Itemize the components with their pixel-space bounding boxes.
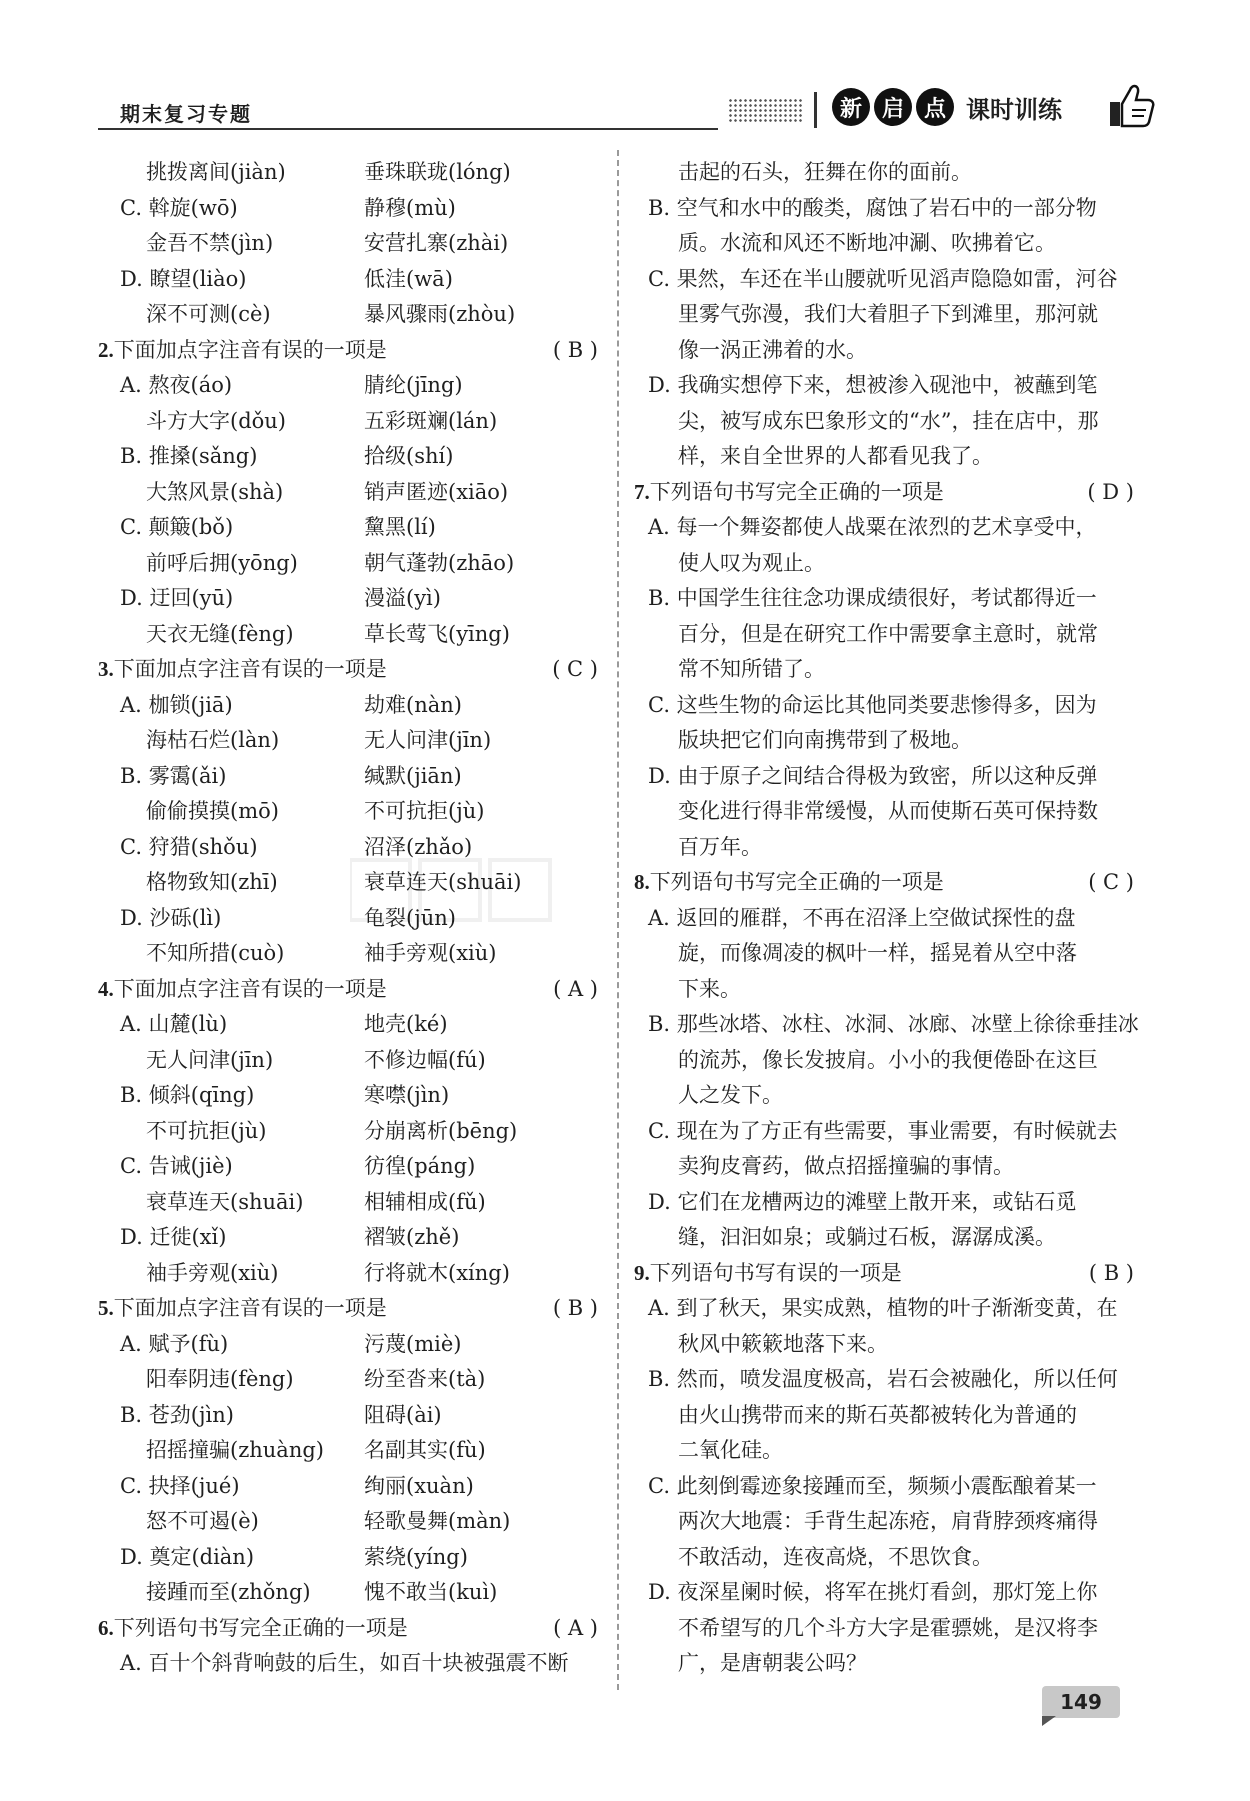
question-number: 9. [634, 1260, 650, 1285]
option-term-a: B. 推搡(sǎng) [120, 444, 258, 468]
option-term-b: 愧不敢当(kuì) [364, 1580, 498, 1604]
option-row [98, 617, 598, 653]
question-stem [98, 333, 598, 369]
question-number: 4. [98, 976, 114, 1001]
option-row [98, 546, 598, 582]
option-row [98, 1362, 598, 1398]
option-text-continued: 广，是唐朝裴公吗？ [678, 1651, 867, 1675]
option-text: D. 夜深星阑时候，将军在挑灯看剑，那灯笼上你 [648, 1580, 1098, 1604]
option-text-continued: 旋，而像凋凌的枫叶一样，摇晃着从空中落 [678, 941, 1077, 965]
option-text-continued: 百万年。 [678, 834, 762, 859]
option-row [98, 1256, 598, 1292]
watermark [350, 850, 610, 946]
header-rule [98, 128, 718, 130]
option-text: B. 中国学生往往念功课成绩很好，考试都得近一 [648, 586, 1097, 610]
option-term-a: 阳奉阴违(fèng) [146, 1367, 294, 1391]
option-row [98, 1149, 598, 1185]
option-text-continued: 样，来自全世界的人都看见我了。 [678, 444, 993, 468]
option-term-b: 拾级(shí) [364, 444, 454, 468]
answer-mark: ( B ) [552, 337, 598, 362]
option-term-b: 五彩斑斓(lán) [364, 408, 498, 433]
option-row [98, 1469, 598, 1505]
option-term-a: B. 雾霭(ǎi) [120, 763, 227, 788]
option-term-b: 劫难(nàn) [364, 692, 462, 717]
question-text: 下列语句书写完全正确的一项是 [649, 479, 944, 504]
option-term-b: 萦绕(yíng) [364, 1544, 468, 1569]
option-term-b: 相辅相成(fǔ) [364, 1189, 486, 1214]
option-text: C. 此刻倒霉迹象接踵而至，频频小震酝酿着某一 [648, 1473, 1097, 1498]
option-term-a: 偷偷摸摸(mō) [146, 799, 279, 823]
option-row [98, 1114, 598, 1150]
question-number: 3. [98, 657, 114, 681]
option-term-b: 销声匿迹(xiāo) [364, 479, 509, 504]
option-term-a: A. 枷锁(jiā) [120, 692, 233, 717]
option-term-b: 褶皱(zhě) [364, 1225, 460, 1249]
option-term-b: 地壳(ké) [364, 1012, 448, 1036]
brand-char-3: 点 [916, 88, 954, 126]
option-row [98, 510, 598, 546]
header-separator [814, 92, 817, 128]
option-term-b: 沼泽(zhǎo) [364, 834, 473, 859]
option-term-a: D. 瞭望(liào) [120, 266, 247, 291]
option-row [98, 262, 598, 298]
option-term-a: A. 山麓(lù) [120, 1012, 228, 1036]
option-row [98, 794, 598, 830]
answer-mark: ( B ) [552, 1296, 598, 1320]
option-text: B. 空气和水中的酸类，腐蚀了岩石中的一部分物 [648, 195, 1097, 220]
option-term-a: A. 熬夜(áo) [120, 373, 233, 397]
page-number-tail [1042, 1716, 1056, 1726]
option-term-a: 格物致知(zhī) [146, 870, 278, 894]
option-text: A. 每一个舞姿都使人战粟在浓烈的艺术享受中， [648, 515, 1097, 539]
option-term-b: 阻碍(ài) [364, 1402, 442, 1427]
option-text-continued: 卖狗皮膏药，做点招摇撞骗的事情。 [678, 1154, 1014, 1178]
option-text-continued: 常不知所错了。 [678, 657, 825, 681]
option-term-b: 绚丽(xuàn) [364, 1473, 474, 1498]
option-term-a: 斗方大字(dǒu) [146, 408, 286, 433]
option-text: C. 现在为了方正有些需要，事业需要，有时候就去 [648, 1118, 1118, 1143]
option-term-a: 前呼后拥(yōng) [146, 550, 298, 575]
option-term-b: 暴风骤雨(zhòu) [364, 302, 516, 326]
option-text: C. 这些生物的命运比其他同类要悲惨得多，因为 [648, 692, 1097, 717]
option-row [98, 368, 598, 404]
option-term-b: 衰草连天(shuāi) [364, 870, 522, 894]
option-row [98, 191, 598, 227]
option-term-a: C. 狩猎(shǒu) [120, 834, 258, 859]
option-term-b: 低洼(wā) [364, 266, 453, 291]
option-row [98, 475, 598, 511]
option-term-b: 不修边幅(fú) [364, 1047, 486, 1072]
question-stem [98, 972, 598, 1008]
option-term-a: D. 沙砾(lì) [120, 905, 222, 930]
option-term-a: 招摇撞骗(zhuàng) [146, 1438, 324, 1462]
option-term-b: 彷徨(páng) [364, 1154, 476, 1178]
option-row [98, 1398, 598, 1434]
option-term-a: C. 斡旋(wō) [120, 195, 238, 220]
option-row [98, 439, 598, 475]
option-term-a: 天衣无缝(fèng) [146, 621, 294, 646]
option-term-b: 名副其实(fù) [364, 1438, 486, 1462]
option-row [98, 581, 598, 617]
header-dot-pattern [728, 98, 804, 124]
option-term-a: 不可抗拒(jù) [146, 1118, 267, 1143]
brand-char-1: 新 [832, 88, 870, 126]
option-term-b: 龟裂(jūn) [364, 905, 456, 930]
option-term-b: 轻歌曼舞(màn) [364, 1509, 511, 1533]
question-stem [634, 475, 1134, 511]
option-term-a: B. 倾斜(qīng) [120, 1083, 255, 1107]
option-text-continued: 百分，但是在研究工作中需要拿主意时，就常 [678, 621, 1098, 646]
option-row [98, 1504, 598, 1540]
question-number: 5. [98, 1296, 114, 1320]
option-term-b: 黧黑(lí) [364, 515, 436, 539]
question-stem [98, 1611, 598, 1647]
option-term-a: C. 告诫(jiè) [120, 1154, 233, 1178]
option-term-a: B. 苍劲(jìn) [120, 1402, 234, 1427]
option-text-continued: 二氧化硅。 [678, 1438, 783, 1462]
option-text-continued: 下来。 [678, 976, 741, 1001]
brand-char-2: 启 [874, 88, 912, 126]
option-term-a: D. 迁徙(xǐ) [120, 1225, 227, 1249]
question-stem [634, 865, 1134, 901]
option-term-a: 无人问津(jīn) [146, 1047, 274, 1072]
option-term-b: 行将就木(xíng) [364, 1260, 510, 1285]
option-term-b: 静穆(mù) [364, 195, 456, 220]
question-stem [634, 1256, 1134, 1292]
option-term-b: 纷至沓来(tà) [364, 1367, 486, 1391]
brand-logo [832, 88, 1062, 126]
option-term-b: 无人问津(jīn) [364, 728, 492, 752]
option-text-continued: 里雾气弥漫，我们大着胆子下到滩里，那河就 [678, 302, 1098, 326]
option-term-a: C. 抉择(jué) [120, 1473, 240, 1498]
answer-mark: ( D ) [1087, 479, 1134, 504]
question-text: 下面加点字注音有误的一项是 [113, 976, 387, 1001]
question-number: 8. [634, 870, 650, 894]
option-term-a: 衰草连天(shuāi) [146, 1189, 304, 1214]
option-term-b: 腈纶(jīng) [364, 373, 463, 397]
watermark-shape [350, 850, 610, 930]
option-term-a: 大煞风景(shà) [146, 479, 284, 504]
option-row [98, 1327, 598, 1363]
option-row [98, 1220, 598, 1256]
option-row [98, 1433, 598, 1469]
question-number: 6. [98, 1615, 114, 1640]
option-text-continued: 不敢活动，连夜高烧，不思饮食。 [678, 1544, 993, 1569]
option-term-b: 漫溢(yì) [364, 586, 441, 610]
option-text: A. 百十个斜背响鼓的后生，如百十块被强震不断 [120, 1651, 569, 1675]
option-text: D. 我确实想停下来，想被渗入砚池中，被蘸到笔 [648, 373, 1098, 397]
answer-mark: ( A ) [553, 976, 598, 1001]
question-stem [98, 1291, 598, 1327]
question-text: 下面加点字注音有误的一项是 [113, 657, 387, 681]
page-number: 149 [1042, 1686, 1120, 1718]
option-term-b: 安营扎寨(zhài) [364, 231, 509, 255]
option-row [98, 723, 598, 759]
section-title: 期末复习专题 [120, 102, 252, 126]
option-text: A. 返回的雁群，不再在沼泽上空做试探性的盘 [648, 905, 1076, 930]
option-term-a: D. 奠定(diàn) [120, 1544, 255, 1569]
answer-mark: ( C ) [1088, 870, 1134, 894]
option-row [98, 1540, 598, 1576]
question-stem [98, 652, 598, 688]
option-term-b: 污蔑(miè) [364, 1331, 462, 1356]
option-term-a: D. 迂回(yū) [120, 586, 234, 610]
option-term-b: 分崩离析(bēng) [364, 1118, 518, 1143]
option-term-a: 袖手旁观(xiù) [146, 1260, 279, 1285]
option-text-continued: 变化进行得非常缓慢，从而使斯石英可保持数 [678, 799, 1098, 823]
option-text-continued: 版块把它们向南携带到了极地。 [678, 728, 972, 752]
option-text: B. 然而，喷发温度极高，岩石会被融化，所以任何 [648, 1367, 1118, 1391]
option-term-b: 不可抗拒(jù) [364, 799, 485, 823]
option-text-continued: 质。水流和风还不断地冲涮、吹拂着它。 [678, 231, 1056, 255]
option-row [98, 1185, 598, 1221]
option-term-b: 朝气蓬勃(zhāo) [364, 550, 515, 575]
option-row [98, 155, 598, 191]
option-text-continued: 两次大地震：手背生起冻疮，肩背脖颈疼痛得 [678, 1509, 1098, 1533]
option-term-a: 金吾不禁(jìn) [146, 231, 274, 255]
question-number: 2. [98, 337, 114, 362]
option-term-a: 接踵而至(zhǒng) [146, 1580, 311, 1604]
option-text: A. 到了秋天，果实成熟，植物的叶子渐渐变黄，在 [648, 1296, 1118, 1320]
option-term-b: 寒噤(jìn) [364, 1083, 450, 1107]
option-term-b: 草长莺飞(yīng) [364, 621, 510, 646]
question-text: 下列语句书写完全正确的一项是 [113, 1615, 408, 1640]
option-text-continued: 使人叹为观止。 [678, 550, 825, 575]
option-text-continued: 秋风中簌簌地落下来。 [678, 1331, 888, 1356]
option-term-a: 怒不可遏(è) [146, 1509, 259, 1533]
answer-mark: ( B ) [1088, 1260, 1134, 1285]
option-row [98, 1078, 598, 1114]
option-term-a: A. 赋予(fù) [120, 1331, 229, 1356]
option-text: D. 由于原子之间结合得极为致密，所以这种反弹 [648, 763, 1098, 788]
question-text: 下面加点字注音有误的一项是 [113, 337, 387, 362]
option-term-a: 海枯石烂(làn) [146, 728, 280, 752]
option-row [98, 297, 598, 333]
option-row [98, 1043, 598, 1079]
option-text-continued: 的流苏，像长发披肩。小小的我便倦卧在这巨 [678, 1047, 1098, 1072]
option-row [98, 226, 598, 262]
option-term-a: C. 颠簸(bǒ) [120, 515, 234, 539]
thumbs-up-icon [1102, 80, 1158, 130]
option-term-a: 不知所措(cuò) [146, 941, 285, 965]
column-divider [617, 150, 619, 1690]
option-term-a: 深不可测(cè) [146, 302, 271, 326]
option-term-a: 挑拨离间(jiàn) [146, 160, 286, 184]
option-text-continued: 像一涡正沸着的水。 [678, 337, 867, 362]
answer-mark: ( C ) [552, 657, 598, 681]
question-text: 下列语句书写有误的一项是 [649, 1260, 902, 1285]
question-text: 下面加点字注音有误的一项是 [113, 1296, 387, 1320]
option-text-continued: 人之发下。 [678, 1083, 783, 1107]
option-term-b: 垂珠联珑(lóng) [364, 160, 511, 184]
option-text: D. 它们在龙槽两边的滩壁上散开来，或钻石觅 [648, 1189, 1077, 1214]
option-text-continued: 击起的石头，狂舞在你的面前。 [678, 160, 972, 184]
option-row [98, 404, 598, 440]
answer-mark: ( A ) [553, 1615, 598, 1640]
question-text: 下列语句书写完全正确的一项是 [649, 870, 944, 894]
question-number: 7. [634, 479, 650, 504]
option-text: C. 果然，车还在半山腰就听见滔声隐隐如雷，河谷 [648, 266, 1118, 291]
option-text-continued: 不希望写的几个斗方大字是霍骠姚，是汉将李 [678, 1615, 1098, 1640]
option-text: B. 那些冰塔、冰柱、冰洞、冰廊、冰壁上徐徐垂挂冰 [648, 1012, 1139, 1036]
option-term-b: 袖手旁观(xiù) [364, 941, 497, 965]
right-column [634, 155, 1139, 1682]
option-row [98, 759, 598, 795]
option-row [98, 1007, 598, 1043]
option-row [98, 1575, 598, 1611]
option-text-continued: 尖，被写成东巴象形文的“水”，挂在店中，那 [678, 408, 1099, 433]
brand-subtitle: 课时训练 [966, 95, 1062, 124]
option-term-b: 缄默(jiān) [364, 763, 462, 788]
option-text-continued: 由火山携带而来的斯石英都被转化为普通的 [678, 1402, 1077, 1427]
option-text-continued: 缝，汩汩如泉；或躺过石板，潺潺成溪。 [678, 1225, 1056, 1249]
option-row [98, 688, 598, 724]
